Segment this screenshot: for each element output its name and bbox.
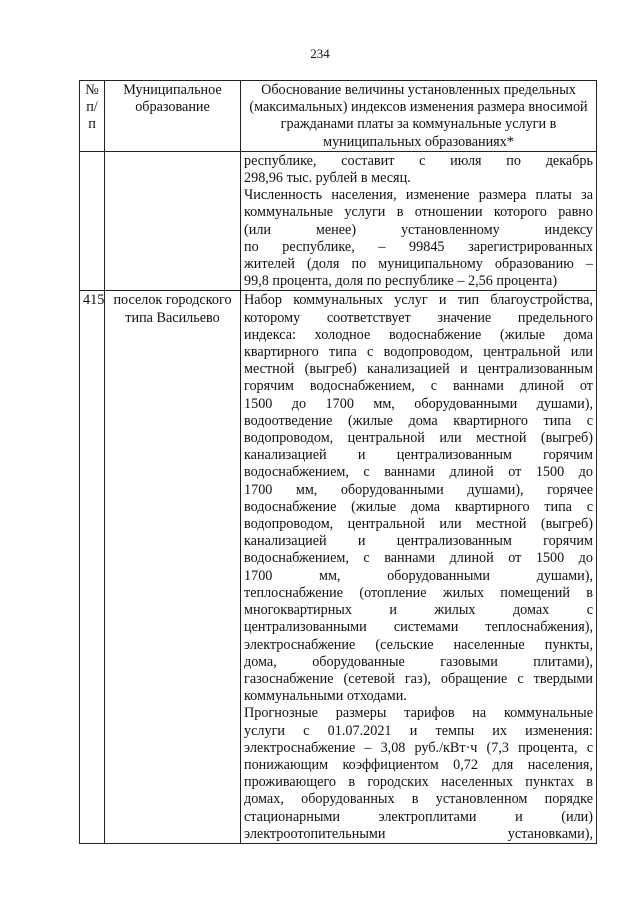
justification-table	[79, 80, 597, 844]
text-line: Набор коммунальных услуг и тип благоустройства,	[244, 292, 593, 309]
text-line: централизованными системами теплоснабжения),	[244, 619, 593, 636]
header-justification: Обоснование величины установленных предельных (максимальных) индексов изменения размера вносимой гражданами платы за коммунальные услуги в муниципальных образованиях*	[241, 81, 597, 152]
text-line: домах, оборудованных в установленном порядке	[244, 791, 593, 808]
text-line: водопроводом, центральной или местной (выгреб)	[244, 430, 593, 447]
text-line: Прогнозные размеры тарифов на коммунальные	[244, 705, 593, 722]
table-row-continuation	[80, 151, 597, 291]
text-line: электроотопительными установками),	[244, 825, 593, 842]
text-line: стационарными электроплитами и (или)	[244, 808, 593, 825]
table-row-415	[80, 291, 597, 844]
text-line: водоснабжение (жилые дома квартирного типа с	[244, 498, 593, 515]
text-line: жителей (доля по муниципальному образованию –	[244, 256, 593, 273]
text-line: которому соответствует значение предельного	[244, 309, 593, 326]
text-line: канализацией и централизованным горячим	[244, 533, 593, 550]
text-line: канализацией и централизованным горячим	[244, 447, 593, 464]
header-municipality: Муниципальное образование	[105, 81, 241, 152]
text-line: электроснабжение (сельские населенные пункты,	[244, 636, 593, 653]
text-line: электроснабжение – 3,08 руб./кВт·ч (7,3 процента, с	[244, 739, 593, 756]
text-line: понижающим коэффициентом 0,72 для населения,	[244, 756, 593, 773]
cell-num-empty	[80, 151, 105, 291]
text-line: Численность населения, изменение размера платы за	[244, 187, 593, 204]
text-line: водоснабжением, с ваннами длиной от 1500 до	[244, 464, 593, 481]
text-line: 1700 мм, оборудованными душами), горячее	[244, 481, 593, 498]
header-num: № п/п	[80, 81, 105, 152]
text-line: (или менее) установленному индексу	[244, 221, 593, 238]
text-line: водоотведение (жилые дома квартирного типа с	[244, 412, 593, 429]
cell-continuation-text	[241, 151, 597, 291]
table-header	[80, 81, 597, 152]
text-line: по республике, – 99845 зарегистрированных	[244, 238, 593, 255]
text-line: местной (выгреб) канализацией и централизованным	[244, 361, 593, 378]
text-line: водоснабжением, с ваннами длиной от 1500 до	[244, 550, 593, 567]
text-line: дома, оборудованные газовыми плитами),	[244, 653, 593, 670]
text-line: коммунальные услуги в отношении которого равно	[244, 204, 593, 221]
cell-justification-text	[241, 291, 597, 844]
text-line: газоснабжение (сетевой газ), обращение с твердыми	[244, 670, 593, 687]
text-line: водопроводом, центральной или местной (выгреб)	[244, 516, 593, 533]
text-line: индекса: холодное водоснабжение (жилые дома	[244, 326, 593, 343]
text-line: проживающего в городских населенных пунктах в	[244, 774, 593, 791]
text-line: 1700 мм, оборудованными душами),	[244, 567, 593, 584]
text-line: горячим водоснабжением, с ваннами длиной от	[244, 378, 593, 395]
text-line: услуги с 01.07.2021 и темпы их изменения:	[244, 722, 593, 739]
text-line: многоквартирных и жилых домах с	[244, 602, 593, 619]
text-line: 298,96 тыс. рублей в месяц.	[244, 170, 411, 187]
page-number: 234	[310, 46, 330, 61]
text-line: теплоснабжение (отопление жилых помещений в	[244, 584, 593, 601]
text-line: 99,8 процента, доля по республике – 2,56 процента)	[244, 273, 558, 290]
text-line: республике, составит с июля по декабрь	[244, 152, 593, 169]
cell-municipality: поселок городского типа Васильево	[105, 291, 241, 844]
cell-municipality-empty	[105, 151, 241, 291]
cell-num: 415	[80, 291, 105, 844]
text-line: 1500 до 1700 мм, оборудованными душами),	[244, 395, 593, 412]
text-line: коммунальными отходами.	[244, 688, 407, 705]
text-line: квартирного типа с водопроводом, центральной или	[244, 344, 593, 361]
